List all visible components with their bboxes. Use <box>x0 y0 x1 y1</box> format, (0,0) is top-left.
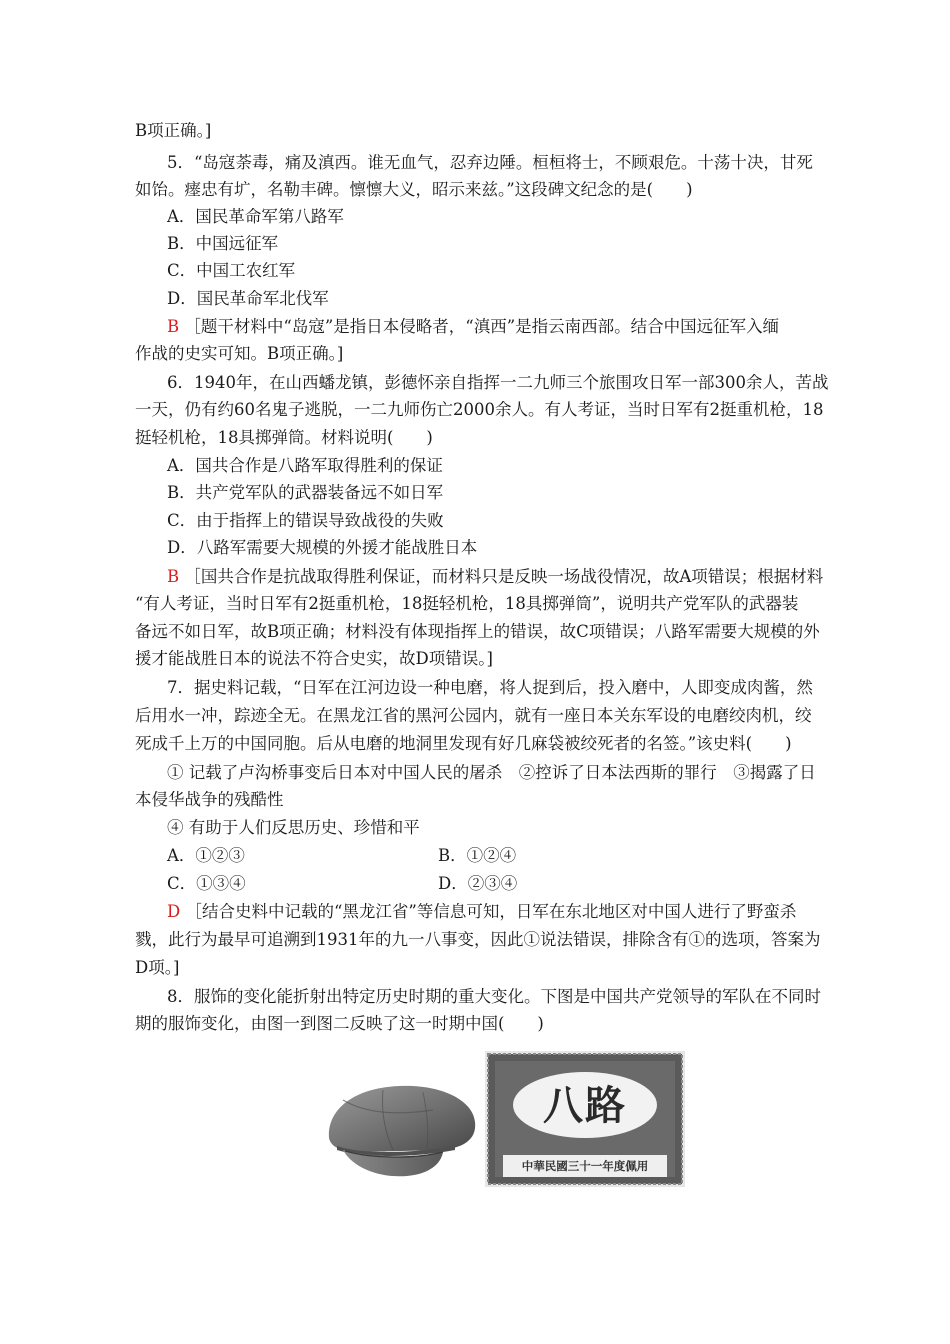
answer-letter: B <box>167 317 180 336</box>
q6-stem: 挺轻机枪，18具掷弹筒。材料说明( ) <box>135 428 433 447</box>
q5-stem: 5．“岛寇荼毒，痛及滇西。谁无血气，忍弃边陲。桓桓将士，不顾艰危。十荡十决，甘死 <box>167 153 813 172</box>
q5-explanation: 作战的史实可知。B项正确。] <box>135 344 344 363</box>
q5-option-a: A．国民革命军第八路军 <box>167 207 344 226</box>
q7-explanation: 戮，此行为最早可追溯到1931年的九一八事变，因此①说法错误，排除含有①的选项，答案为 <box>135 930 821 949</box>
q7-stem: 后用水一冲，踪迹全无。在黑龙江省的黑河公园内，就有一座日本关东军设的电磨绞肉机，绞 <box>135 706 812 725</box>
explanation-text: ［国共合作是抗战取得胜利保证，而材料只是反映一场战役情况，故A项错误；根据材料 <box>184 567 824 586</box>
q7-option-c: C．①③④ <box>167 874 246 893</box>
text-line: B项正确。] <box>135 121 212 140</box>
eighth-route-army-badge-image <box>485 1051 685 1187</box>
explanation-text: ［结合史料中记载的“黑龙江省”等信息可知，日军在东北地区对中国人进行了野蛮杀 <box>185 902 797 921</box>
explanation-text: ［题干材料中“岛寇”是指日本侵略者，“滇西”是指云南西部。结合中国远征军入缅 <box>184 317 780 336</box>
q7-statement: ④ 有助于人们反思历史、珍惜和平 <box>167 818 420 837</box>
q7-stem: 死成千上万的中国同胞。后从电磨的地洞里发现有好几麻袋被绞死者的名签。”该史料( ) <box>135 734 792 753</box>
q6-stem: 6．1940年，在山西蟠龙镇，彭德怀亲自指挥一二九师三个旅围攻日军一部300余人，苦战 <box>167 373 829 392</box>
q6-option-d: D．八路军需要大规模的外援才能战胜日本 <box>167 538 478 557</box>
q6-explanation <box>167 566 823 588</box>
q7-option-d: D．②③④ <box>438 874 518 893</box>
q6-option-a: A．国共合作是八路军取得胜利的保证 <box>167 456 443 475</box>
q7-option-b: B．①②④ <box>438 846 517 865</box>
q7-stem: 7．据史料记载，“日军在江河边设一种电磨，将人捉到后，投入磨中，人即变成肉酱，然 <box>167 678 813 697</box>
q7-explanation <box>167 901 796 923</box>
q6-explanation: 援才能战胜日本的说法不符合史实，故D项错误。] <box>135 649 493 668</box>
answer-letter: D <box>167 902 181 921</box>
q8-stem: 期的服饰变化，由图一到图二反映了这一时期中国( ) <box>135 1014 544 1033</box>
q6-explanation: “有人考证，当时日军有2挺重机枪，18挺轻机枪，18具掷弹筒”，说明共产党军队的武器装 <box>135 594 799 613</box>
q5-option-d: D．国民革命军北伐军 <box>167 289 329 308</box>
badge-main-text: 八路 <box>543 1083 627 1129</box>
badge-sub-text: 中華民國三十一年度佩用 <box>521 1159 649 1173</box>
q7-statement: ① 记载了卢沟桥事变后日本对中国人民的屠杀 ②控诉了日本法西斯的罪行 ③揭露了日 <box>167 763 816 782</box>
q6-option-c: C．由于指挥上的错误导致战役的失败 <box>167 511 444 530</box>
q5-explanation <box>167 316 779 338</box>
q6-option-b: B．共产党军队的武器装备远不如日军 <box>167 483 444 502</box>
q5-option-c: C．中国工农红军 <box>167 261 296 280</box>
q6-explanation: 备远不如日军，故B项正确；材料没有体现指挥上的错误，故C项错误；八路军需要大规模的外 <box>135 622 820 641</box>
q7-explanation: D项。] <box>135 958 180 977</box>
military-cap-image <box>323 1082 481 1180</box>
q5-option-b: B．中国远征军 <box>167 234 279 253</box>
q6-stem: 一天，仍有约60名鬼子逃脱，一二九师伤亡2000余人。有人考证，当时日军有2挺重机枪，18 <box>135 400 824 419</box>
q7-option-a: A．①②③ <box>167 846 245 865</box>
q7-statement: 本侵华战争的残酷性 <box>135 790 284 809</box>
q8-stem: 8．服饰的变化能折射出特定历史时期的重大变化。下图是中国共产党领导的军队在不同时 <box>167 987 821 1006</box>
answer-letter: B <box>167 567 180 586</box>
q5-stem: 如饴。瘗忠有圹，名勒丰碑。懔懔大义，昭示来兹。”这段碑文纪念的是( ) <box>135 180 693 199</box>
